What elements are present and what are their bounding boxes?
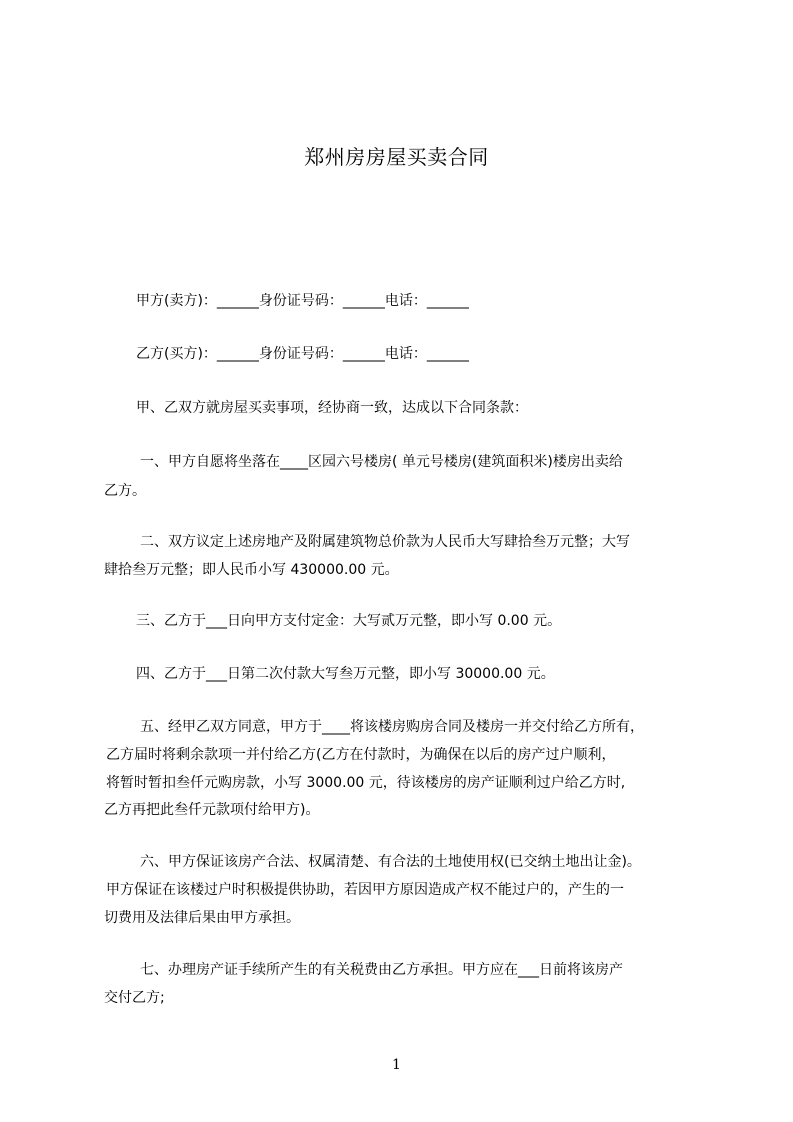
document-title: 郑州房房屋买卖合同	[304, 145, 489, 169]
page-number: 1	[392, 1057, 401, 1073]
preamble-line: 甲、乙双方就房屋买卖事项，经协商一致，达成以下合同条款：	[136, 400, 528, 416]
clause-2-line-2: 肆拾叁万元整；即人民币小写 430000.00 元。	[104, 562, 399, 578]
clause-5-line-4: 乙方再把此叁仟元款项付给甲方)。	[104, 802, 320, 818]
clause-5-line-3: 将暂时暂扣叁仟元购房款，小写 3000.00 元，待该楼房的房产证顺利过户给乙方时,	[106, 775, 626, 791]
party-b-line: 乙方(买方)：______身份证号码：______电话：______	[136, 346, 469, 362]
clause-6-line-2: 甲方保证在该楼过户时积极提供协助，若因甲方原因造成产权不能过户的，产生的一	[106, 882, 624, 898]
clause-1-line-1: 一、甲方自愿将坐落在____区园六号楼房( 单元号楼房(建筑面积米)楼房出卖给	[140, 454, 623, 470]
clause-7-line-2: 交付乙方;	[104, 990, 165, 1006]
clause-4-line-1: 四、乙方于___日第二次付款大写叁万元整，即小写 30000.00 元。	[136, 666, 555, 682]
clause-3-line-1: 三、乙方于___日向甲方支付定金：大写贰万元整，即小写 0.00 元。	[136, 613, 562, 629]
clause-2-line-1: 二、双方议定上述房地产及附属建筑物总价款为人民币大写肆拾叁万元整；大写	[140, 534, 630, 550]
clause-6-line-1: 六、甲方保证该房产合法、权属清楚、有合法的土地使用权(已交纳土地出让金)。	[140, 854, 641, 870]
clause-5-line-2: 乙方届时将剩余款项一并付给乙方(乙方在付款时，为确保在以后的房产过户顺利，	[106, 747, 616, 763]
clause-5-line-1: 五、经甲乙双方同意，甲方于____将该楼房购房合同及楼房一并交付给乙方所有，	[140, 719, 644, 735]
party-a-line: 甲方(卖方)：______身份证号码：______电话：______	[136, 293, 469, 309]
clause-6-line-3: 切费用及法律后果由甲方承担。	[104, 910, 300, 926]
clause-7-line-1: 七、办理房产证手续所产生的有关税费由乙方承担。甲方应在___日前将该房产	[140, 962, 623, 978]
clause-1-line-2: 乙方。	[104, 483, 146, 499]
